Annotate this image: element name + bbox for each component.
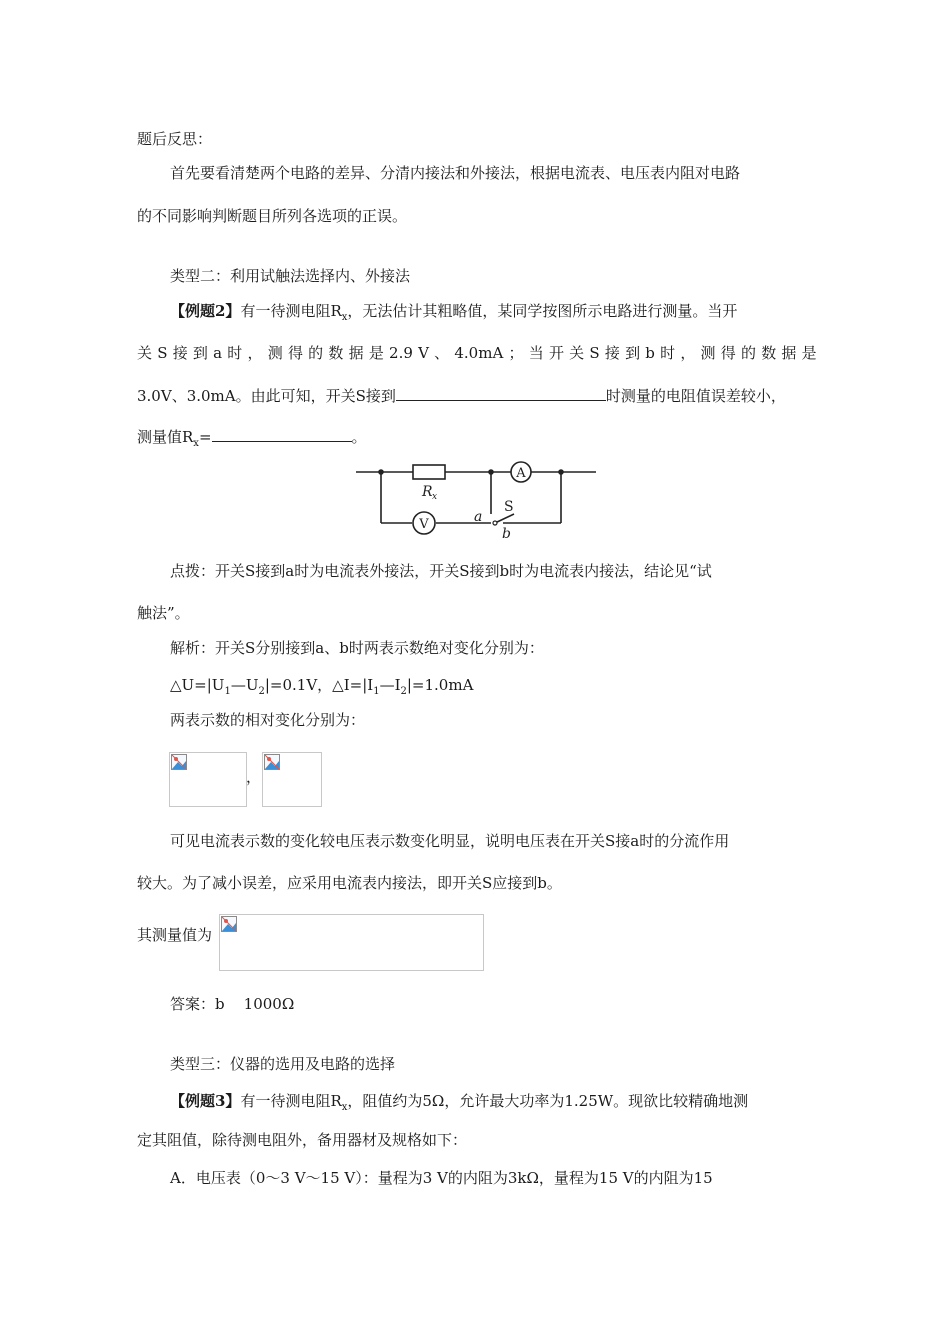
example2-word: 到 [192, 344, 208, 362]
answer-line: 答案：b 1000Ω [170, 995, 295, 1013]
measured-value-image [219, 914, 484, 971]
example2-word: 、 [434, 344, 450, 362]
example2-word: S [589, 344, 600, 362]
example2-word: ， [680, 344, 696, 362]
example2-word: 得 [287, 344, 303, 362]
resistor-subscript: x [432, 492, 438, 502]
formula-image-1 [169, 752, 247, 807]
example2-word: a [213, 344, 223, 362]
answer-blank-2[interactable] [212, 426, 352, 442]
example2-word: 接 [172, 344, 188, 362]
node-a-label: a [474, 509, 483, 525]
example2-word: 数 [761, 344, 777, 362]
example2-word: 测 [267, 344, 283, 362]
example2-word: b [645, 344, 655, 362]
hint-line-2: 触法”。 [137, 604, 190, 622]
circuit-diagram [356, 459, 596, 541]
example2-word: V [418, 344, 429, 362]
broken-image-icon [221, 916, 237, 932]
analysis-line-1: 解析：开关S分别接到a、b时两表示数绝对变化分别为： [170, 639, 544, 657]
option-a-line: A．电压表（0～3 V～15 V）：量程为3 V的内阻为3kΩ，量程为15 V的内阻为15 [170, 1169, 713, 1187]
reflection-line-1: 首先要看清楚两个电路的差异、分清内接法和外接法，根据电流表、电压表内阻对电路 [170, 164, 741, 182]
measured-value-label: 其测量值为 [137, 926, 213, 944]
example2-line-2 [137, 343, 817, 363]
example2-word: 时 [660, 344, 676, 362]
example2-tag: 【例题2】 [170, 302, 241, 320]
example2-word: 测 [700, 344, 716, 362]
broken-image-icon [171, 754, 187, 770]
example2-word: 到 [625, 344, 641, 362]
example2-line-1: 【例题2】有一待测电阻$R_x$，无法估计其粗略值，某同学按图所示电路进行测量。当开 [170, 302, 738, 323]
example2-line-4: 测量值$R_x=$ 。 [137, 428, 367, 449]
voltmeter-label: V [419, 517, 429, 532]
example2-word: 2.9 [389, 344, 413, 362]
switch-label: S [504, 499, 514, 515]
example2-word: 当 [528, 344, 544, 362]
example2-word: 是 [801, 344, 817, 362]
example2-word: 接 [604, 344, 620, 362]
ammeter-label: A [516, 466, 526, 481]
resistor-label: R [422, 484, 433, 500]
analysis-formula: $\triangle U=|U_1—U_2|=0.1V$，$\triangle I=|I_1—I_2|=1.0mA$ [170, 676, 474, 697]
example3-line-2: 定其阻值，除待测电阻外，备用器材及规格如下： [137, 1131, 468, 1149]
example2-line-3: 3.0V、3.0mA。由此可知，开关S接到 时测量的电阻值误差较小， [137, 387, 786, 405]
example2-word: 是 [368, 344, 384, 362]
example2-word: 据 [781, 344, 797, 362]
conclusion-line-2: 较大。为了减小误差，应采用电流表内接法，即开关S应接到b。 [137, 874, 562, 892]
formula-image-2 [262, 752, 322, 807]
resistor-rx [413, 465, 445, 479]
example2-word: 开 [548, 344, 564, 362]
broken-image-icon [264, 754, 280, 770]
example2-word: S [157, 344, 168, 362]
relative-change-line: 两表示数的相对变化分别为： [170, 711, 366, 729]
example2-word: 关 [137, 344, 153, 362]
type2-title: 类型二：利用试触法选择内、外接法 [170, 267, 411, 285]
example2-word: 时 [227, 344, 243, 362]
example2-word: 4.0mA [454, 344, 504, 362]
hint-line-1: 点拨：开关S接到a时为电流表外接法，开关S接到b时为电流表内接法，结论见“试 [170, 562, 712, 580]
example2-word: 得 [720, 344, 736, 362]
reflection-title: 题后反思： [137, 130, 213, 148]
example2-word: 的 [740, 344, 756, 362]
reflection-line-2: 的不同影响判断题目所列各选项的正误。 [137, 207, 408, 225]
example3-line-1: 【例题3】有一待测电阻$R_x$，阻值约为5Ω，允许最大功率为1.25W。现欲比较精确地测 [170, 1092, 749, 1113]
example3-tag: 【例题3】 [170, 1092, 241, 1110]
example2-word: 的 [308, 344, 324, 362]
example2-word: ， [247, 344, 263, 362]
answer-blank-1[interactable] [396, 385, 606, 401]
example2-word: 关 [569, 344, 585, 362]
example2-word: 据 [348, 344, 364, 362]
node-b-label: b [502, 526, 511, 541]
formula-separator: ， [246, 768, 262, 786]
conclusion-line-1: 可见电流表示数的变化较电压表示数变化明显，说明电压表在开关S接a时的分流作用 [170, 832, 730, 850]
example2-word: 数 [328, 344, 344, 362]
example2-word: ； [508, 344, 524, 362]
type3-title: 类型三：仪器的选用及电路的选择 [170, 1055, 396, 1073]
